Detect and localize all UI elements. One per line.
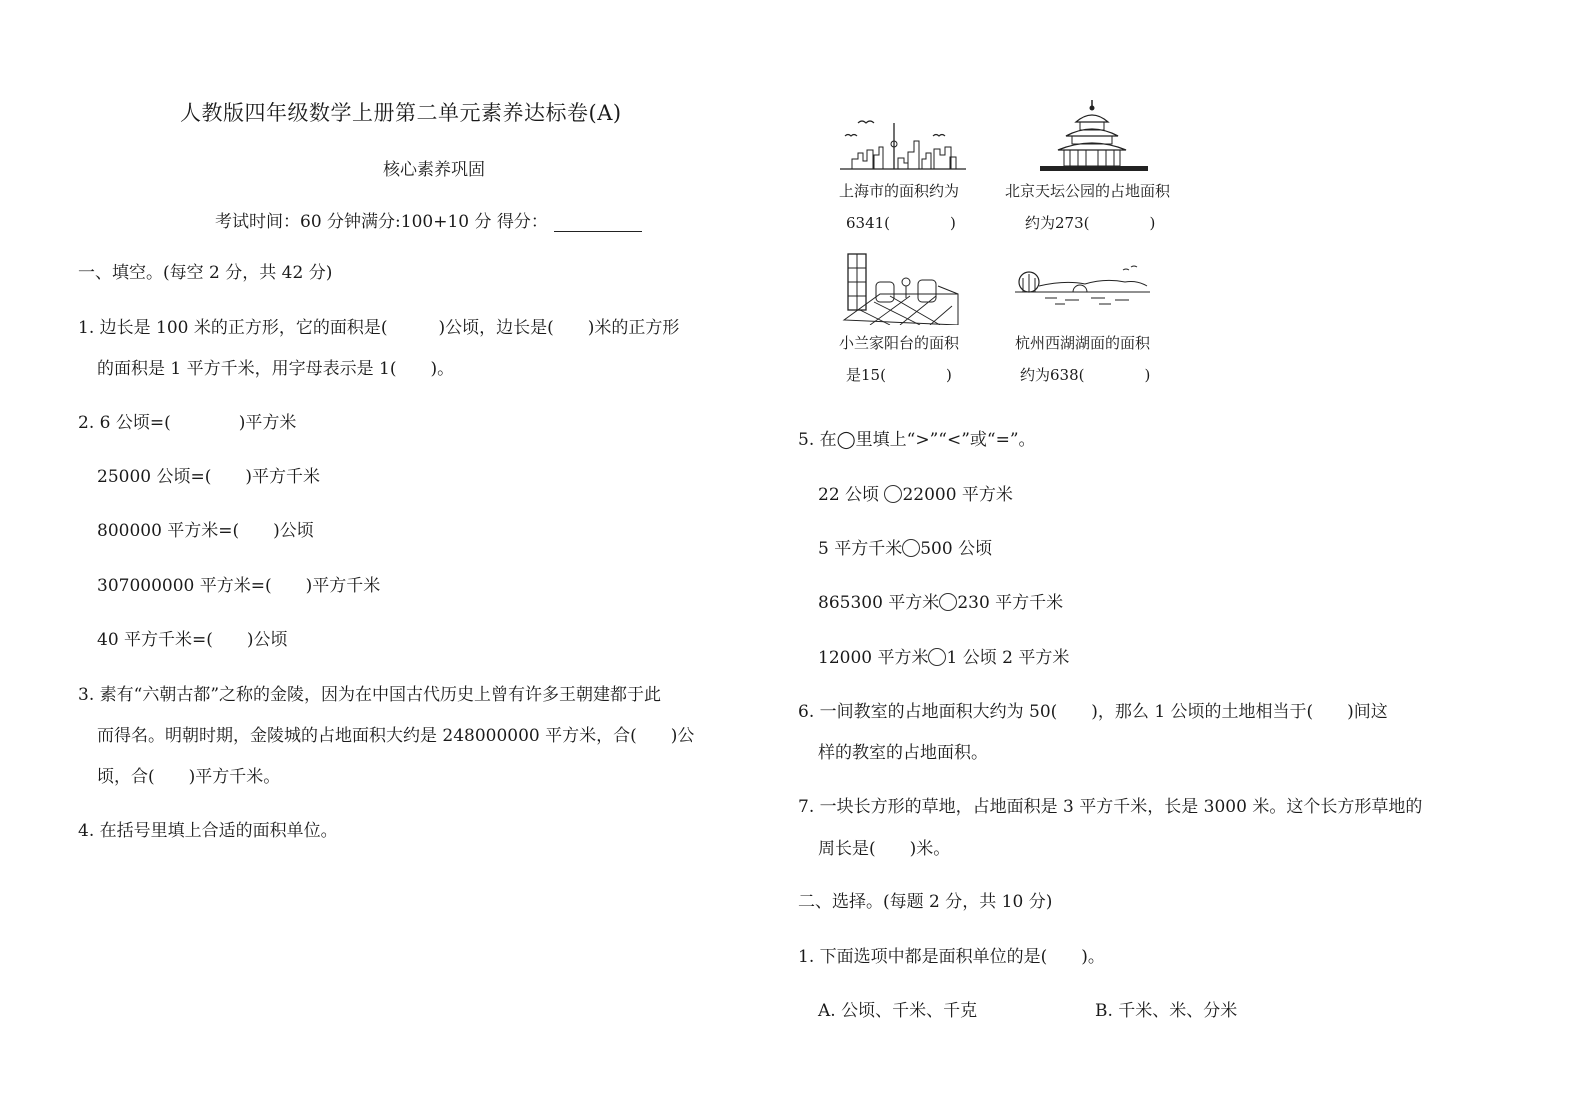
q5-item1-left: 22 公顷 bbox=[818, 485, 885, 505]
q4-item3-caption1: 小兰家阳台的面积 bbox=[839, 334, 960, 352]
q4-item1-caption2: 6341( ) bbox=[846, 214, 956, 232]
score-blank[interactable] bbox=[554, 213, 642, 232]
q5-heading: 5. 在◯里填上“>”“<”或“=”。 bbox=[798, 430, 1036, 450]
q5-item3-right: 230 平方千米 bbox=[957, 593, 1064, 613]
q2-line1: 2. 6 公顷=( )平方米 bbox=[78, 413, 297, 433]
q1-line1: 1. 边长是 100 米的正方形，它的面积是( )公顷，边长是( )米的正方形 bbox=[78, 318, 680, 338]
q5-item4 bbox=[818, 643, 1069, 668]
compare-circle-3[interactable] bbox=[939, 593, 957, 611]
q2-line5: 40 平方千米=( )公顷 bbox=[97, 630, 288, 650]
section2-heading: 二、选择。(每题 2 分，共 10 分) bbox=[798, 892, 1053, 912]
q7-line2: 周长是( )米。 bbox=[818, 839, 951, 859]
compare-circle-4[interactable] bbox=[928, 648, 946, 666]
q5-item4-right: 1 公顷 2 平方米 bbox=[946, 648, 1070, 668]
west-lake-icon bbox=[1015, 262, 1150, 312]
s2-q1-text: 1. 下面选项中都是面积单位的是( )。 bbox=[798, 947, 1105, 967]
q2-line3: 800000 平方米=( )公顷 bbox=[97, 521, 314, 541]
compare-circle-1[interactable] bbox=[884, 485, 902, 503]
q3-line1: 3. 素有“六朝古都”之称的金陵，因为在中国古代历史上曾有许多王朝建都于此 bbox=[78, 685, 662, 705]
s2-q1-option-b[interactable]: B. 千米、米、分米 bbox=[1095, 1001, 1238, 1021]
q5-item4-left: 12000 平方米 bbox=[818, 648, 929, 668]
q5-item1-right: 22000 平方米 bbox=[902, 485, 1013, 505]
q1-line2: 的面积是 1 平方千米，用字母表示是 1( )。 bbox=[97, 359, 455, 379]
q5-item3-left: 865300 平方米 bbox=[818, 593, 940, 613]
temple-of-heaven-icon bbox=[1040, 98, 1150, 178]
q7-line1: 7. 一块长方形的草地，占地面积是 3 平方千米，长是 3000 米。这个长方形草地的 bbox=[798, 797, 1423, 817]
balcony-icon bbox=[840, 250, 960, 325]
q6-line1: 6. 一间教室的占地面积大约为 50( )，那么 1 公顷的土地相当于( )间这 bbox=[798, 702, 1388, 722]
compare-circle-2[interactable] bbox=[902, 539, 920, 557]
q2-line2: 25000 公顷=( )平方千米 bbox=[97, 467, 320, 487]
q6-line2: 样的教室的占地面积。 bbox=[818, 743, 988, 763]
q4-item3-caption2: 是15( ) bbox=[846, 366, 952, 384]
q4-text: 4. 在括号里填上合适的面积单位。 bbox=[78, 821, 338, 841]
exam-meta-text: 考试时间：60 分钟满分:100+10 分 得分： bbox=[215, 212, 548, 232]
section1-heading: 一、填空。(每空 2 分，共 42 分) bbox=[78, 263, 333, 283]
q4-item4-caption2: 约为638( ) bbox=[1020, 366, 1151, 384]
q2-line4: 307000000 平方米=( )平方千米 bbox=[97, 576, 381, 596]
q5-item2 bbox=[818, 534, 992, 559]
q3-line2: 而得名。明朝时期，金陵城的占地面积大约是 248000000 平方米，合( )公 bbox=[97, 726, 695, 746]
q5-item2-left: 5 平方千米 bbox=[818, 539, 903, 559]
q5-item2-right: 500 公顷 bbox=[920, 539, 993, 559]
q4-item1-caption1: 上海市的面积约为 bbox=[839, 182, 960, 200]
q3-line3: 顷，合( )平方千米。 bbox=[97, 767, 281, 787]
q4-item4-caption1: 杭州西湖湖面的面积 bbox=[1015, 334, 1151, 352]
q5-item1 bbox=[818, 480, 1013, 505]
s2-q1-option-a[interactable]: A. 公顷、千米、千克 bbox=[818, 1001, 978, 1021]
q4-item2-caption2: 约为273( ) bbox=[1025, 214, 1156, 232]
q4-item2-caption1: 北京天坛公园的占地面积 bbox=[1005, 182, 1171, 200]
shanghai-skyline-icon bbox=[838, 103, 968, 175]
page-title: 人教版四年级数学上册第二单元素养达标卷(A) bbox=[180, 101, 622, 125]
exam-meta bbox=[215, 207, 642, 232]
page-subtitle: 核心素养巩固 bbox=[383, 160, 485, 180]
q5-item3 bbox=[818, 588, 1063, 613]
